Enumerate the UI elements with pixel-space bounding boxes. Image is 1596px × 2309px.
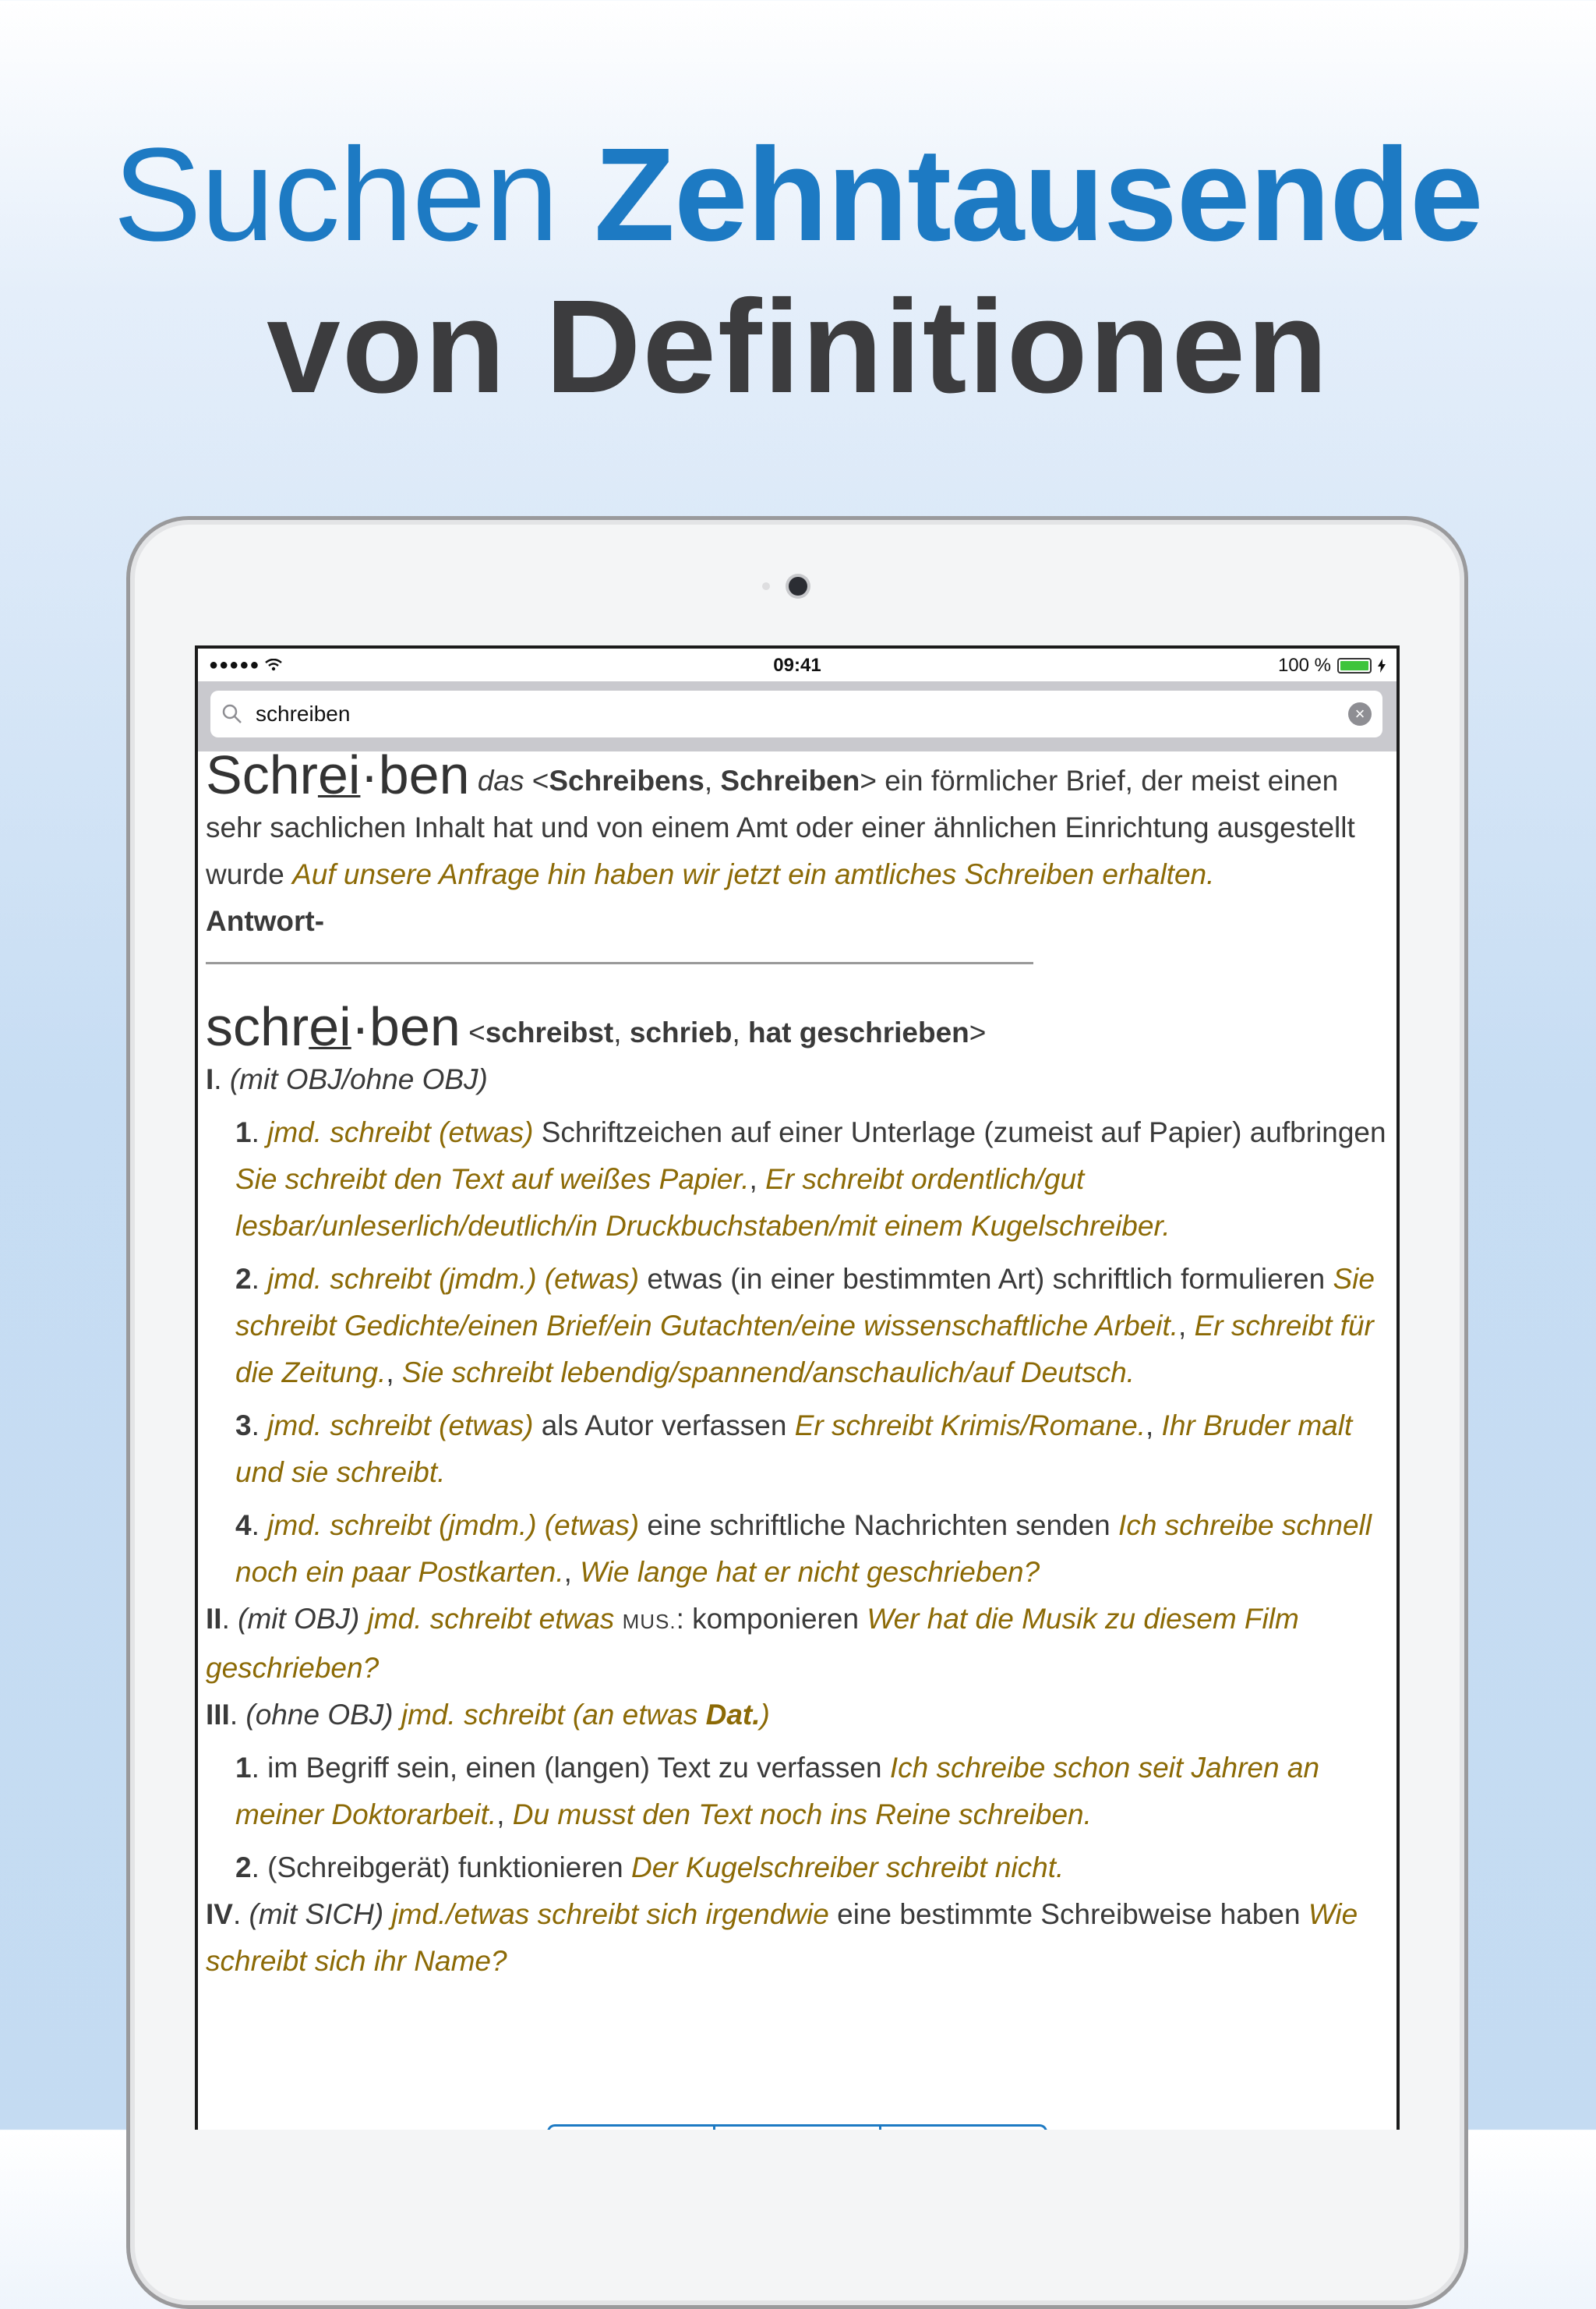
- battery-icon: [1337, 658, 1372, 674]
- sense-I: I. (mit OBJ/ohne OBJ): [206, 1063, 488, 1095]
- segmented-control: [547, 2124, 1047, 2130]
- sense-III-1: 1. im Begriff sein, einen (langen) Text zu verfassen Ich schreibe schon seit Jahren an meiner Doktorarbeit., Du musst den Text noch ins Reine schreiben.: [235, 1752, 1320, 1830]
- search-bar: [198, 681, 1396, 751]
- segment-3[interactable]: [881, 2127, 1045, 2130]
- search-icon: [221, 703, 243, 725]
- headword: schrei·ben: [206, 996, 461, 1057]
- example: Auf unsere Anfrage hin haben wir jetzt ein amtliches Schreiben erhalten.: [292, 858, 1215, 890]
- sense-IV: IV. (mit SICH) jmd./etwas schreibt sich irgendwie eine bestimmte Schreibweise haben Wie schreibt sich ihr Name?: [206, 1898, 1358, 1977]
- battery-percent: 100 %: [1277, 655, 1331, 676]
- clear-icon[interactable]: ×: [1348, 702, 1372, 726]
- headline-regular: Suchen: [113, 121, 595, 269]
- headline-line-1: [0, 117, 1596, 273]
- sense-III-2: 2. (Schreibgerät) funktionieren Der Kugelschreiber schreibt nicht.: [235, 1851, 1065, 1883]
- app-screen: [195, 645, 1400, 2130]
- sense-I-3: 3. jmd. schreibt (etwas) als Autor verfassen Er schreibt Krimis/Romane., Ihr Bruder malt und sie schreibt.: [235, 1409, 1353, 1488]
- definition-content: [206, 744, 1390, 1985]
- front-sensor: [762, 582, 770, 590]
- charging-icon: [1378, 659, 1386, 673]
- signal-icon: ●●●●●: [209, 656, 282, 674]
- status-bar: [198, 649, 1396, 681]
- sense-III: III. (ohne OBJ) jmd. schreibt (an etwas Dat.): [206, 1699, 770, 1731]
- headline-line-2: von Definitionen: [267, 273, 1329, 421]
- segment-2[interactable]: [715, 2127, 881, 2130]
- entry-schreiben-verb: schrei·ben <schreibst, schrieb, hat geschrieben>: [206, 996, 987, 1057]
- sense-I-4: 4. jmd. schreibt (jmdm.) (etwas) eine schriftliche Nachrichten senden Ich schreibe schnell noch ein paar Postkarten., Wie lange hat er nicht geschrieben?: [235, 1509, 1372, 1588]
- sense-II: II. (mit OBJ) jmd. schreibt etwas MUS.: komponieren Wer hat die Musik zu diesem Film geschrieben?: [206, 1603, 1299, 1684]
- sense-I-2: 2. jmd. schreibt (jmdm.) (etwas) etwas (in einer bestimmten Art) schriftlich formulieren Sie schreibt Gedichte/einen Brief/ein Gutachten/eine wissenschaftliche Arbeit., Er schreibt für die Zeitung., Sie schreibt lebendig/spannend/anschaulich/auf Deutsch.: [235, 1263, 1375, 1388]
- sense-I-1: 1. jmd. schreibt (etwas) Schriftzeichen auf einer Unterlage (zumeist auf Papier) aufbringen Sie schreibt den Text auf weißes Papier., Er schreibt ordentlich/gut lesbar/unleserlich/deutlich/in Druckbuchstaben/mit einem Kugelschreiber.: [235, 1116, 1386, 1242]
- definition: ein förmlicher Brief, der meist einen sehr sachlichen Inhalt hat und von einem Amt oder einer ähnlichen Einrichtung ausgestellt wurde: [206, 765, 1355, 890]
- compound-link[interactable]: Antwort-: [206, 905, 325, 937]
- headword: Schrei·ben: [206, 744, 470, 805]
- search-input[interactable]: [210, 691, 1382, 737]
- search-value: schreiben: [256, 702, 351, 726]
- entry-divider: [206, 962, 1033, 964]
- camera-icon: [789, 577, 807, 596]
- segment-1[interactable]: [549, 2127, 715, 2130]
- entry-schreiben-noun: Schrei·ben das <Schreibens, Schreiben> ein förmlicher Brief, der meist einen sehr sachlichen Inhalt hat und von einem Amt oder einer ähnlichen Einrichtung ausgestellt wurde Auf unsere Anfrage hin haben wir jetzt ein amtliches Schreiben erhalten.: [206, 744, 1355, 890]
- headline-bold: Zehntausende: [594, 121, 1483, 269]
- battery-indicator: [1278, 655, 1386, 677]
- clock: 09:41: [773, 655, 821, 676]
